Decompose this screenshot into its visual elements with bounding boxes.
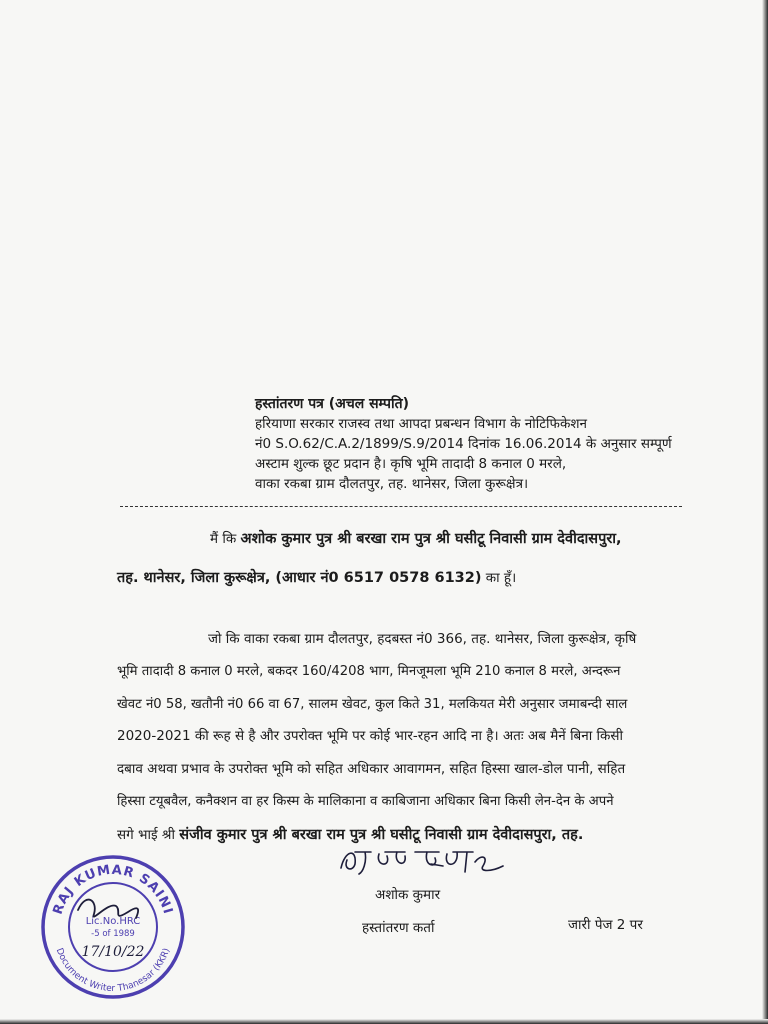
dashed-separator xyxy=(120,506,682,507)
declarant-details: अशोक कुमार पुत्र श्री बरखा राम पुत्र श्री घसीटू निवासी ग्राम देवीदासपुरा, xyxy=(240,531,622,547)
body-line: 2020-2021 की रूह से है और उपरोक्त भूमि पर कोई भार-रहन आदि ना है। अतः अब मैनें बिना किसी xyxy=(117,728,624,744)
declaration-suffix: का हूँ। xyxy=(485,570,517,586)
handwritten-signature xyxy=(335,838,515,880)
signature-text: अशोक कुमार xyxy=(335,878,340,879)
header-line: अस्टाम शुल्क छूट प्रदान है। कृषि भूमि तादादी 8 कनाल 0 मरले, xyxy=(255,456,567,472)
continued-on-page-2: जारी पेज 2 पर xyxy=(568,917,643,933)
signatory-name: अशोक कुमार xyxy=(375,887,441,903)
header-line: वाका रकबा ग्राम दौलतपुर, तह. थानेसर, जिला कुरूक्षेत्र। xyxy=(255,476,529,492)
declarant-address-aadhaar: तह. थानेसर, जिला कुरूक्षेत्र, (आधार नं0 6517 0578 6132) xyxy=(117,570,482,586)
document-title: हस्तांतरण पत्र (अचल सम्पति) xyxy=(255,396,409,412)
header-line: हरियाणा सरकार राजस्व तथा आपदा प्रबन्धन विभाग के नोटिफिकेशन xyxy=(255,416,587,432)
signatory-role: हस्तांतरण कर्ता xyxy=(362,920,435,936)
document-writer-stamp xyxy=(38,852,188,1002)
body-line: दबाव अथवा प्रभाव के उपरोक्त भूमि को सहित अधिकार आवागमन, सहित हिस्सा खाल-डोल पानी, सहित xyxy=(117,761,626,777)
stamp-name-arc: RAJ KUMAR SAINI xyxy=(50,862,176,917)
body-line: जो कि वाका रकबा ग्राम दौलतपुर, हदबस्त नं0 366, तह. थानेसर, जिला कुरूक्षेत्र, कृषि xyxy=(208,631,637,647)
body-line: खेवट नं0 58, खतौनी नं0 66 वा 67, सालम खेवट, कुल किते 31, मलकियत मेरी अनुसार जमाबन्दी साल xyxy=(117,697,628,712)
stamp-date: 17/10/22 xyxy=(81,944,145,960)
recipient-prefix: सगे भाई श्री xyxy=(117,827,175,843)
declaration-line-2 xyxy=(117,567,516,587)
stamp-license: Lic.No.HRC xyxy=(85,916,141,927)
body-line: हिस्सा टयूबवैल, कनैक्शन वा हर किस्म के मालिकाना व काबिजाना अधिकार बिना किसी लेन-देन के अपने xyxy=(117,794,614,809)
scan-edge-right xyxy=(762,0,768,1024)
stamp-license-number: -5 of 1989 xyxy=(91,929,135,939)
recipient-details: संजीव कुमार पुत्र श्री बरखा राम पुत्र श्री घसीटू निवासी ग्राम देवीदासपुरा, तह. xyxy=(179,827,584,843)
stamp-role-arc: Document Writer Thanesar (KKR) xyxy=(53,946,173,995)
header-line: नं0 S.O.62/C.A.2/1899/S.9/2014 दिनांक 16.06.2014 के अनुसार सम्पूर्ण xyxy=(255,436,672,452)
document-header xyxy=(255,394,695,494)
declaration-line-1 xyxy=(210,528,622,548)
scan-edge-bottom xyxy=(0,1019,768,1024)
body-line: भूमि तादादी 8 कनाल 0 मरले, बकदर 160/4208 भाग, मिनजूमला भूमि 210 कनाल 8 मरले, अन्दरून xyxy=(117,664,621,679)
declaration-prefix: मैं कि xyxy=(210,531,237,547)
